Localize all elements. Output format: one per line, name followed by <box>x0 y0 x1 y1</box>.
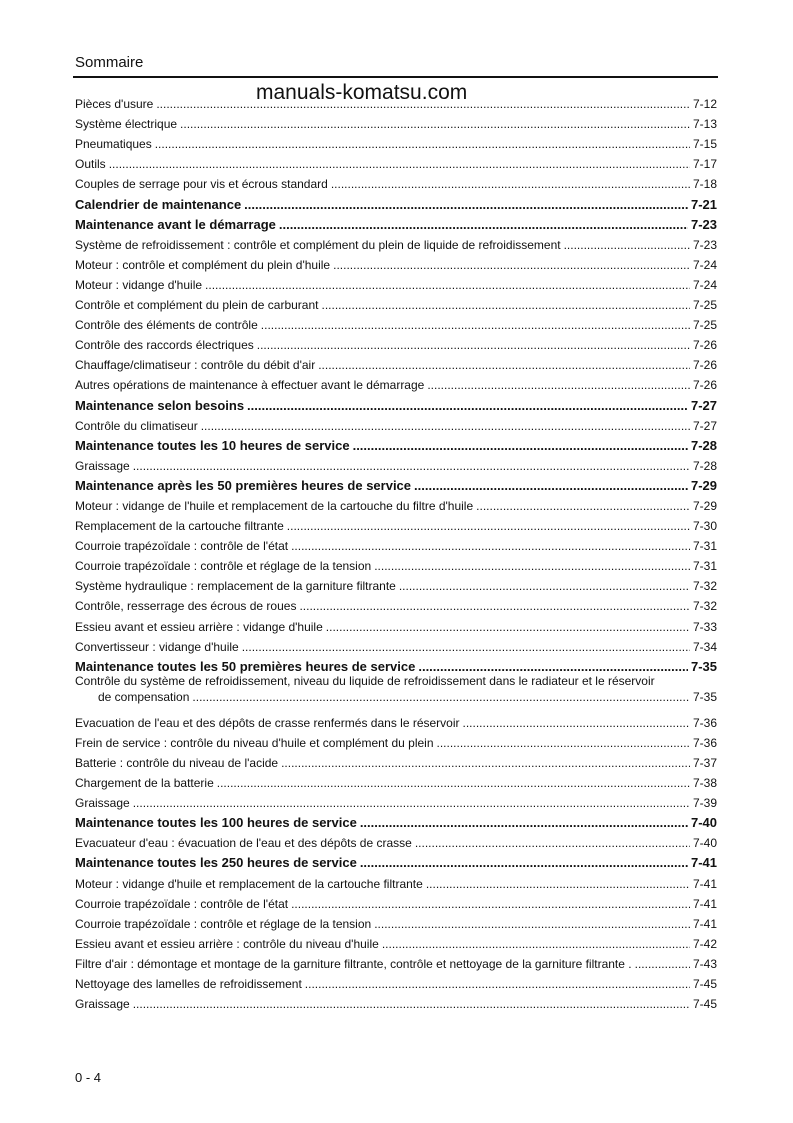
dot-leader <box>305 977 690 991</box>
toc-entry[interactable] <box>75 171 717 191</box>
toc-entry-title: Chauffage/climatiseur : contrôle du débit d'air <box>75 358 316 373</box>
toc-entry-page: 7-31 <box>692 539 717 554</box>
toc-entry-title: Contrôle du système de refroidissement, niveau du liquide de refroidissement dans le radiateur et le réservoir <box>75 673 655 688</box>
dot-leader <box>318 358 690 372</box>
toc-entry-page: 7-41 <box>692 916 717 931</box>
dot-leader <box>414 479 688 493</box>
toc-entry-title: Maintenance toutes les 50 premières heures de service <box>75 658 416 674</box>
toc-entry-page: 7-43 <box>692 956 717 971</box>
toc-entry-page: 7-34 <box>692 639 717 654</box>
dot-leader <box>247 399 688 413</box>
toc-entry-title: Courroie trapézoïdale : contrôle et réglage de la tension <box>75 559 372 574</box>
dot-leader <box>476 499 690 513</box>
toc-entry-title: Système électrique <box>75 117 178 132</box>
toc-entry[interactable] <box>75 593 717 613</box>
dot-leader <box>463 716 690 730</box>
dot-leader <box>299 599 690 613</box>
toc-entry-title: Evacuation de l'eau et des dépôts de crasse renfermés dans le réservoir <box>75 715 460 730</box>
toc-entry[interactable] <box>75 352 717 372</box>
toc-entry-title: Convertisseur : vidange d'huile <box>75 639 239 654</box>
toc-entry-page: 7-29 <box>690 477 717 493</box>
toc-entry-title: Maintenance avant le démarrage <box>75 216 276 232</box>
toc-entry-title: Maintenance toutes les 100 heures de service <box>75 815 357 831</box>
dot-leader <box>244 198 688 212</box>
toc-entry[interactable] <box>75 951 717 971</box>
toc-entry-title: Graissage <box>75 997 130 1012</box>
toc-entry-title: Moteur : contrôle et complément du plein d'huile <box>75 257 331 272</box>
dot-leader <box>415 836 690 850</box>
toc-entry[interactable] <box>75 971 717 991</box>
toc-entry-title: Outils <box>75 157 106 172</box>
toc-entry[interactable] <box>75 453 717 473</box>
toc-entry-title: Contrôle des éléments de contrôle <box>75 318 258 333</box>
toc-entry[interactable] <box>75 232 717 252</box>
toc-entry[interactable] <box>75 332 717 352</box>
toc-entry-page: 7-17 <box>692 157 717 172</box>
toc-entry[interactable] <box>75 413 717 433</box>
toc-entry-page: 7-21 <box>690 196 717 212</box>
toc-entry-page: 7-35 <box>692 689 717 704</box>
dot-leader <box>205 278 690 292</box>
toc-entry[interactable] <box>75 891 717 911</box>
dot-leader <box>374 559 690 573</box>
dot-leader <box>180 117 690 131</box>
toc-entry-title: Maintenance toutes les 10 heures de service <box>75 437 350 453</box>
toc-entry-title: Moteur : vidange d'huile et remplacement de la cartouche filtrante <box>75 876 423 891</box>
dot-leader <box>287 519 690 533</box>
toc-entry-page: 7-40 <box>692 836 717 851</box>
table-of-contents <box>75 91 717 1011</box>
dot-leader <box>326 620 690 634</box>
dot-leader <box>427 378 690 392</box>
toc-section-heading[interactable] <box>75 392 717 412</box>
toc-entry-page: 7-45 <box>692 977 717 992</box>
dot-leader <box>426 877 690 891</box>
toc-entry-title: Couples de serrage pour vis et écrous standard <box>75 177 328 192</box>
toc-entry-page: 7-41 <box>692 896 717 911</box>
toc-entry-page: 7-13 <box>692 117 717 132</box>
toc-entry-page: 7-29 <box>692 498 717 513</box>
toc-entry-page: 7-18 <box>692 177 717 192</box>
toc-entry[interactable] <box>75 131 717 151</box>
page-number: 0 - 4 <box>75 1070 102 1085</box>
toc-entry-title: Maintenance après les 50 premières heures de service <box>75 477 412 493</box>
toc-entry[interactable] <box>75 770 717 790</box>
toc-entry-page: 7-27 <box>692 418 717 433</box>
toc-entry-title: Contrôle et complément du plein de carburant <box>75 298 319 313</box>
toc-section-heading[interactable] <box>75 473 717 493</box>
toc-entry[interactable] <box>75 931 717 951</box>
toc-entry-page: 7-24 <box>692 277 717 292</box>
toc-section-heading[interactable] <box>75 191 717 211</box>
toc-entry-page: 7-15 <box>692 137 717 152</box>
dot-leader <box>418 660 688 674</box>
watermark: manuals-komatsu.com <box>256 81 468 104</box>
toc-entry[interactable] <box>75 730 717 750</box>
toc-entry-page: 7-23 <box>692 237 717 252</box>
dot-leader <box>564 238 690 252</box>
toc-entry-page: 7-33 <box>692 619 717 634</box>
toc-entry[interactable] <box>75 111 717 131</box>
toc-entry[interactable] <box>75 533 717 553</box>
toc-entry-title: Essieu avant et essieu arrière : vidange d'huile <box>75 619 323 634</box>
toc-entry-page: 7-30 <box>692 519 717 534</box>
toc-entry-page: 7-32 <box>692 599 717 614</box>
dot-leader <box>437 736 690 750</box>
dot-leader <box>281 756 690 770</box>
toc-entry[interactable] <box>75 553 717 573</box>
toc-entry-page: 7-28 <box>690 437 717 453</box>
toc-entry-title: Courroie trapézoïdale : contrôle de l'état <box>75 539 289 554</box>
toc-entry-page: 7-24 <box>692 257 717 272</box>
dot-leader <box>321 298 689 312</box>
toc-entry-title: Contrôle des raccords électriques <box>75 338 254 353</box>
dot-leader <box>333 258 690 272</box>
toc-entry[interactable] <box>75 252 717 272</box>
dot-leader <box>635 957 690 971</box>
toc-entry-title: Graissage <box>75 458 130 473</box>
toc-entry-page: 7-32 <box>692 579 717 594</box>
dot-leader <box>291 539 690 553</box>
toc-entry-title-continued: de compensation <box>98 689 190 704</box>
toc-entry-title: Pièces d'usure <box>75 97 154 112</box>
toc-entry[interactable] <box>75 870 717 890</box>
toc-entry-title: Graissage <box>75 796 130 811</box>
toc-entry-page: 7-25 <box>692 298 717 313</box>
toc-entry-title: Batterie : contrôle du niveau de l'acide <box>75 756 279 770</box>
toc-entry-page: 7-40 <box>690 815 717 831</box>
toc-entry-title: Calendrier de maintenance <box>75 196 242 212</box>
dot-leader <box>291 897 690 911</box>
dot-leader <box>242 640 690 654</box>
dot-leader <box>382 937 690 951</box>
toc-entry-page: 7-42 <box>692 936 717 951</box>
toc-entry-title: Maintenance selon besoins <box>75 397 245 413</box>
toc-entry-page: 7-12 <box>692 97 717 112</box>
dot-leader <box>133 796 690 810</box>
dot-leader <box>399 579 690 593</box>
toc-entry-title: Système de refroidissement : contrôle et complément du plein de liquide de refroidissement <box>75 237 561 252</box>
dot-leader <box>155 137 690 151</box>
toc-entry[interactable] <box>75 292 717 312</box>
toc-entry-title: Courroie trapézoïdale : contrôle de l'état <box>75 896 289 911</box>
dot-leader <box>360 856 688 870</box>
toc-section-heading[interactable] <box>75 433 717 453</box>
toc-entry[interactable] <box>75 710 717 730</box>
toc-entry-title: Remplacement de la cartouche filtrante <box>75 519 284 534</box>
toc-entry-title: Frein de service : contrôle du niveau d'huile et complément du plein <box>75 735 434 750</box>
toc-entry-title: Evacuateur d'eau : évacuation de l'eau et des dépôts de crasse <box>75 836 412 851</box>
dot-leader <box>217 776 690 790</box>
toc-entry-title: Contrôle du climatiseur <box>75 418 198 433</box>
dot-leader <box>261 318 690 332</box>
toc-entry-title: Nettoyage des lamelles de refroidissement <box>75 977 302 992</box>
toc-entry-page: 7-36 <box>692 735 717 750</box>
toc-section-heading[interactable] <box>75 212 717 232</box>
toc-entry[interactable] <box>75 790 717 810</box>
toc-entry[interactable] <box>75 493 717 513</box>
toc-entry[interactable] <box>75 750 717 770</box>
dot-leader <box>133 459 690 473</box>
toc-entry-title: Filtre d'air : démontage et montage de la garniture filtrante, contrôle et nettoyage de la garniture filtrante . <box>75 956 632 971</box>
toc-entry-page: 7-23 <box>690 216 717 232</box>
toc-entry-title: Moteur : vidange de l'huile et remplacement de la cartouche du filtre d'huile <box>75 498 474 513</box>
toc-entry[interactable] <box>75 830 717 850</box>
toc-entry-title: Moteur : vidange d'huile <box>75 277 203 292</box>
toc-entry-title: Autres opérations de maintenance à effectuer avant le démarrage <box>75 378 425 393</box>
toc-entry-title: Pneumatiques <box>75 137 152 152</box>
dot-leader <box>374 917 690 931</box>
toc-entry[interactable] <box>75 372 717 392</box>
toc-entry-page: 7-41 <box>690 855 717 871</box>
toc-entry-page: 7-31 <box>692 559 717 574</box>
header-rule <box>73 76 718 78</box>
toc-entry-page: 7-37 <box>692 756 717 770</box>
toc-entry-title: Chargement de la batterie <box>75 776 214 791</box>
toc-entry-page: 7-39 <box>692 796 717 811</box>
toc-entry-page: 7-38 <box>692 776 717 791</box>
page-header-title: Sommaire <box>75 54 144 71</box>
toc-section-heading[interactable] <box>75 654 717 674</box>
toc-entry-title: Courroie trapézoïdale : contrôle et réglage de la tension <box>75 916 372 931</box>
toc-entry[interactable] <box>75 573 717 593</box>
toc-entry-page: 7-25 <box>692 318 717 333</box>
toc-entry-page: 7-27 <box>690 397 717 413</box>
dot-leader <box>192 690 690 704</box>
dot-leader <box>133 997 690 1011</box>
dot-leader <box>353 439 688 453</box>
toc-entry-page: 7-26 <box>692 358 717 373</box>
toc-entry[interactable] <box>75 312 717 332</box>
dot-leader <box>360 816 688 830</box>
toc-entry-page: 7-35 <box>690 658 717 674</box>
dot-leader <box>257 338 690 352</box>
toc-entry[interactable] <box>75 674 717 710</box>
toc-entry[interactable] <box>75 272 717 292</box>
toc-entry-page: 7-28 <box>692 458 717 473</box>
toc-entry[interactable] <box>75 911 717 931</box>
toc-entry[interactable] <box>75 613 717 633</box>
toc-entry-title: Maintenance toutes les 250 heures de service <box>75 855 357 871</box>
toc-entry[interactable] <box>75 151 717 171</box>
toc-entry-page: 7-26 <box>692 338 717 353</box>
dot-leader <box>201 419 690 433</box>
toc-entry-title: Système hydraulique : remplacement de la garniture filtrante <box>75 579 396 594</box>
dot-leader <box>279 218 688 232</box>
toc-entry-title: Contrôle, resserrage des écrous de roues <box>75 599 297 614</box>
dot-leader <box>109 157 690 171</box>
toc-entry-page: 7-26 <box>692 378 717 393</box>
dot-leader <box>331 177 690 191</box>
toc-entry-page: 7-41 <box>692 876 717 891</box>
toc-entry-page: 7-36 <box>692 715 717 730</box>
toc-section-heading[interactable] <box>75 810 717 830</box>
toc-section-heading[interactable] <box>75 850 717 870</box>
toc-entry[interactable] <box>75 991 717 1011</box>
toc-entry-page: 7-45 <box>692 997 717 1012</box>
toc-entry[interactable] <box>75 513 717 533</box>
toc-entry[interactable] <box>75 634 717 654</box>
toc-entry-title: Essieu avant et essieu arrière : contrôle du niveau d'huile <box>75 936 379 951</box>
